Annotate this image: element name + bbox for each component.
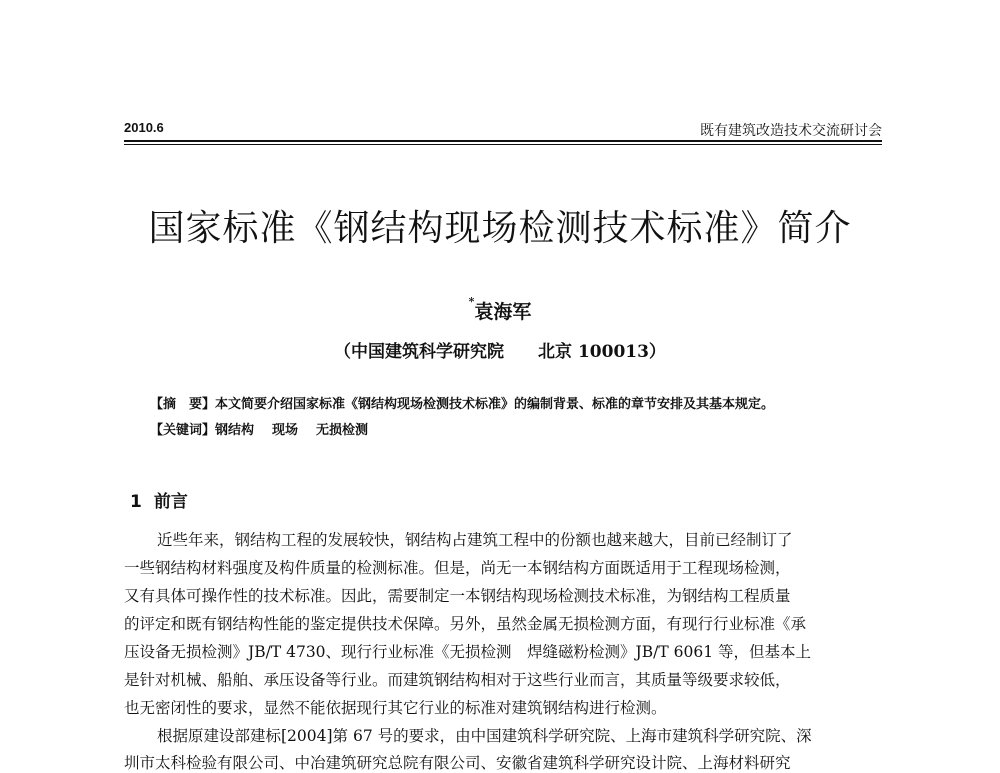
author <box>0 297 1000 324</box>
body-line: 一些钢结构材料强度及构件质量的检测标准。但是，尚无一本钢结构方面既适用于工程现场检测， <box>124 559 791 577</box>
author-name: 袁海军 <box>474 301 532 323</box>
keyword-item: 现场 <box>272 423 299 438</box>
running-header <box>124 118 882 140</box>
body-line: 近些年来，钢结构工程的发展较快，钢结构占建筑工程中的份额也越来越大，目前已经制订了 <box>157 531 793 549</box>
keywords <box>150 419 890 438</box>
keywords-label: 【关键词】 <box>150 423 216 438</box>
author-mark: * <box>468 295 475 308</box>
body-line: 的评定和既有钢结构性能的鉴定提供技术保障。另外，虽然金属无损检测方面，有现行行业标准《承 <box>124 615 807 633</box>
body-line: 根据原建设部建标[2004]第 67 号的要求，由中国建筑科学研究院、上海市建筑科学研究院、深 <box>157 727 812 745</box>
keyword-item: 钢结构 <box>215 423 255 438</box>
section-heading <box>130 487 188 512</box>
body-line: 压设备无损检测》JB/T 4730、现行行业标准《无损检测 焊缝磁粉检测》JB/T 6061 等，但基本上 <box>124 643 812 661</box>
section-number: 1 <box>130 492 142 512</box>
header-conference: 既有建筑改造技术交流研讨会 <box>700 123 882 139</box>
header-rule-thick <box>124 140 882 142</box>
paper-title: 国家标准《钢结构现场检测技术标准》简介 <box>148 208 852 249</box>
header-rule-thin <box>124 144 882 145</box>
body-line: 也无密闭性的要求，显然不能依据现行其它行业的标准对建筑钢结构进行检测。 <box>124 699 667 717</box>
body-line: 是针对机械、船舶、承压设备等行业。而建筑钢结构相对于这些行业而言，其质量等级要求较低， <box>124 671 791 689</box>
header-date: 2010.6 <box>124 120 164 135</box>
body-line: 圳市太科检验有限公司、中冶建筑研究总院有限公司、安徽省建筑科学研究设计院、上海材料研究 <box>124 754 791 772</box>
body-line: 又有具体可操作性的技术标准。因此，需要制定一本钢结构现场检测技术标准，为钢结构工程质量 <box>124 587 791 605</box>
section-title: 前言 <box>153 492 188 512</box>
affiliation: （中国建筑科学研究院 北京 100013） <box>334 342 666 362</box>
keyword-item: 无损检测 <box>316 423 369 438</box>
abstract: 【摘 要】本文简要介绍国家标准《钢结构现场检测技术标准》的编制背景、标准的章节安排及其基本规定。 <box>150 397 775 412</box>
